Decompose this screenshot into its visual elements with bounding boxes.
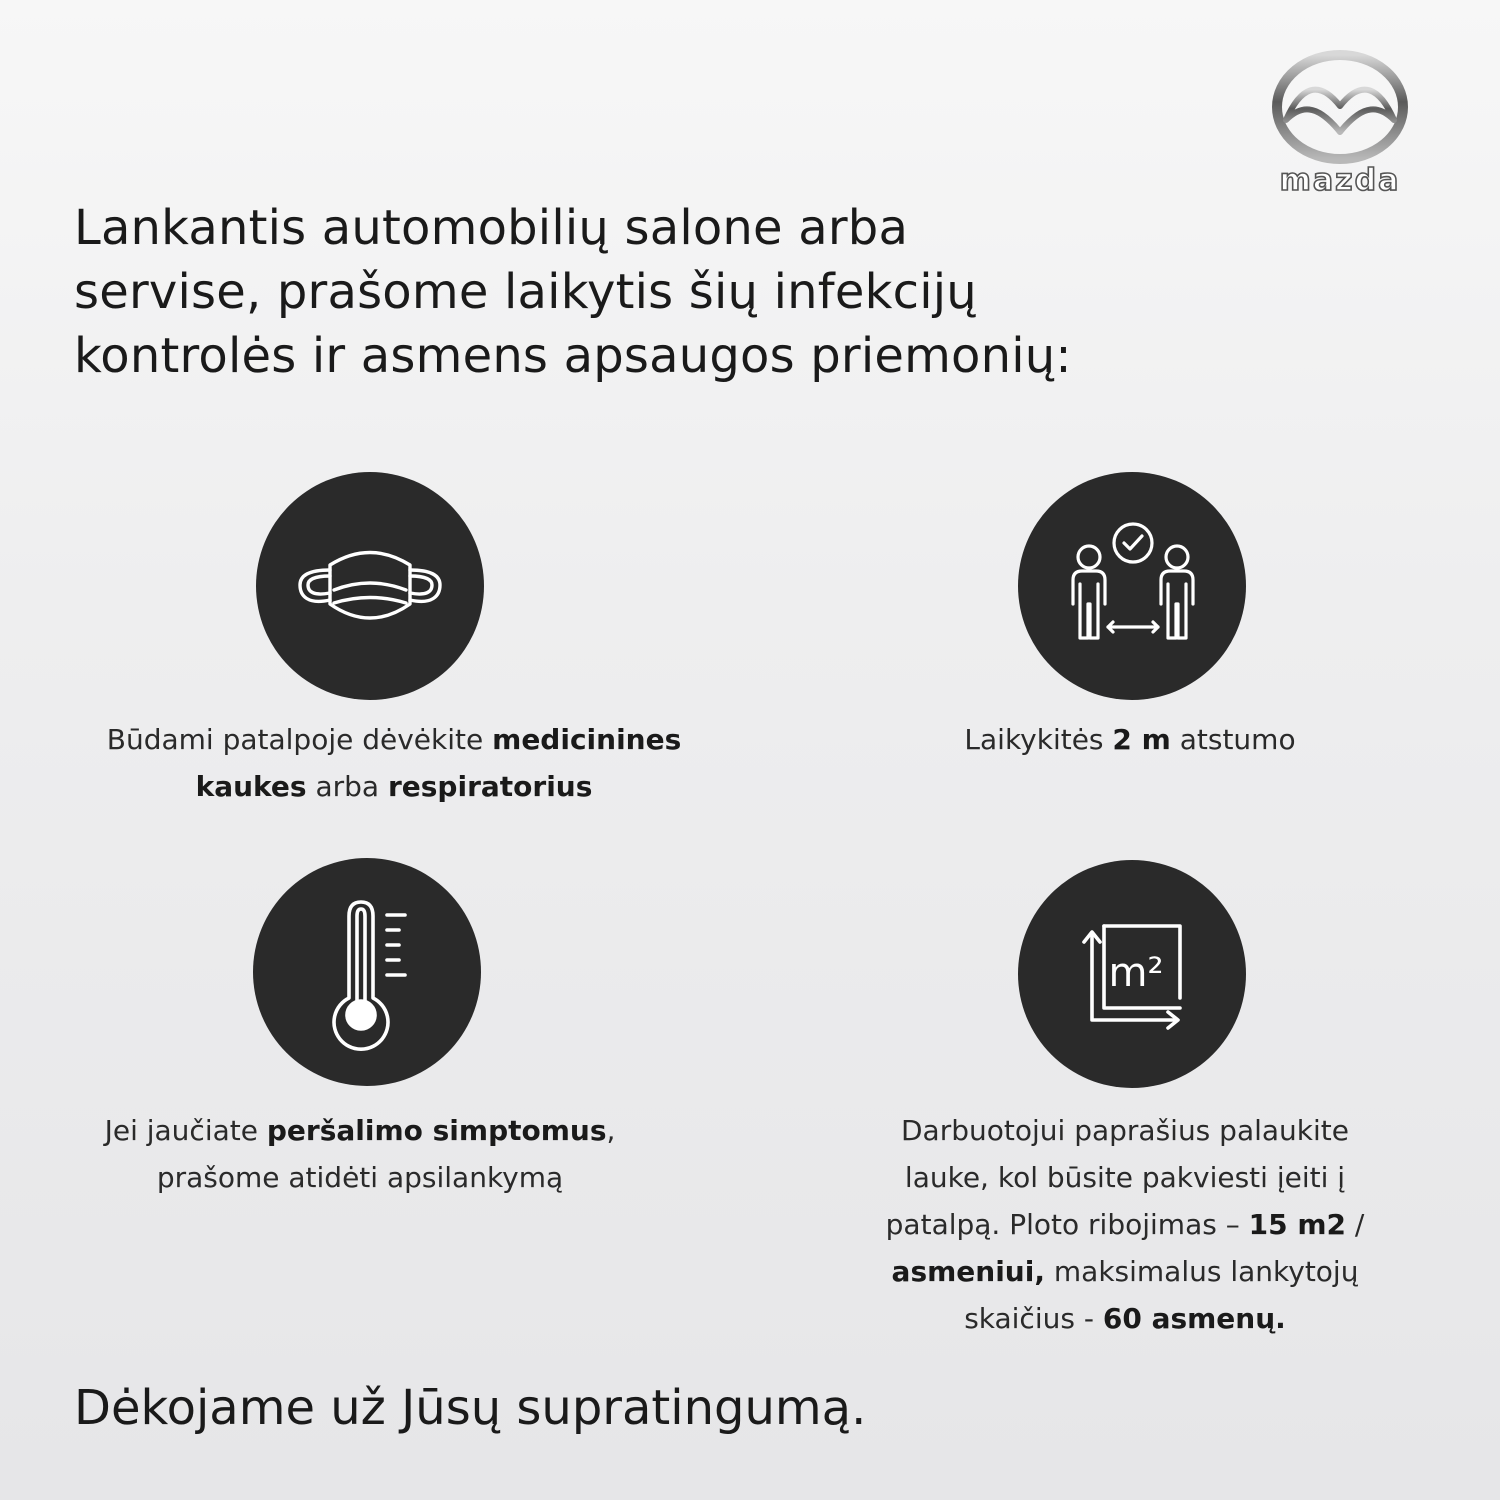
mazda-logo — [1252, 50, 1427, 200]
thank-you-text: Dėkojame už Jūsų supratingumą. — [74, 1380, 867, 1436]
symptoms-caption: Jei jaučiate peršalimo simptomus, prašome atidėti apsilankymą — [104, 1114, 616, 1194]
mazda-wordmark — [1280, 163, 1401, 198]
distance-caption: Laikykitės 2 m atstumo — [964, 723, 1296, 756]
face-mask-icon — [256, 472, 484, 700]
headline-line: kontrolės ir asmens apsaugos priemonių: — [74, 328, 1072, 384]
social-distance-icon — [1018, 472, 1246, 700]
mask-caption: Būdami patalpoje dėvėkite medicinines kaukes arba respiratorius — [106, 723, 682, 803]
svg-text:m²: m² — [1108, 950, 1164, 996]
thermometer-icon — [253, 858, 481, 1086]
headline — [74, 196, 1154, 388]
headline-line: servise, prašome laikytis šių infekcijų — [74, 264, 977, 320]
headline-line: Lankantis automobilių salone arba — [74, 200, 909, 256]
square-meter-icon — [1018, 860, 1246, 1088]
area-caption: Darbuotojui paprašius palaukite lauke, kol būsite pakviesti įeiti į patalpą. Ploto ribojimas – 15 m2 / asmeniui, maksimalus lankytojų skaičius - 60 asmenų. — [885, 1114, 1365, 1335]
svg-text:mazda: mazda — [1279, 163, 1401, 198]
